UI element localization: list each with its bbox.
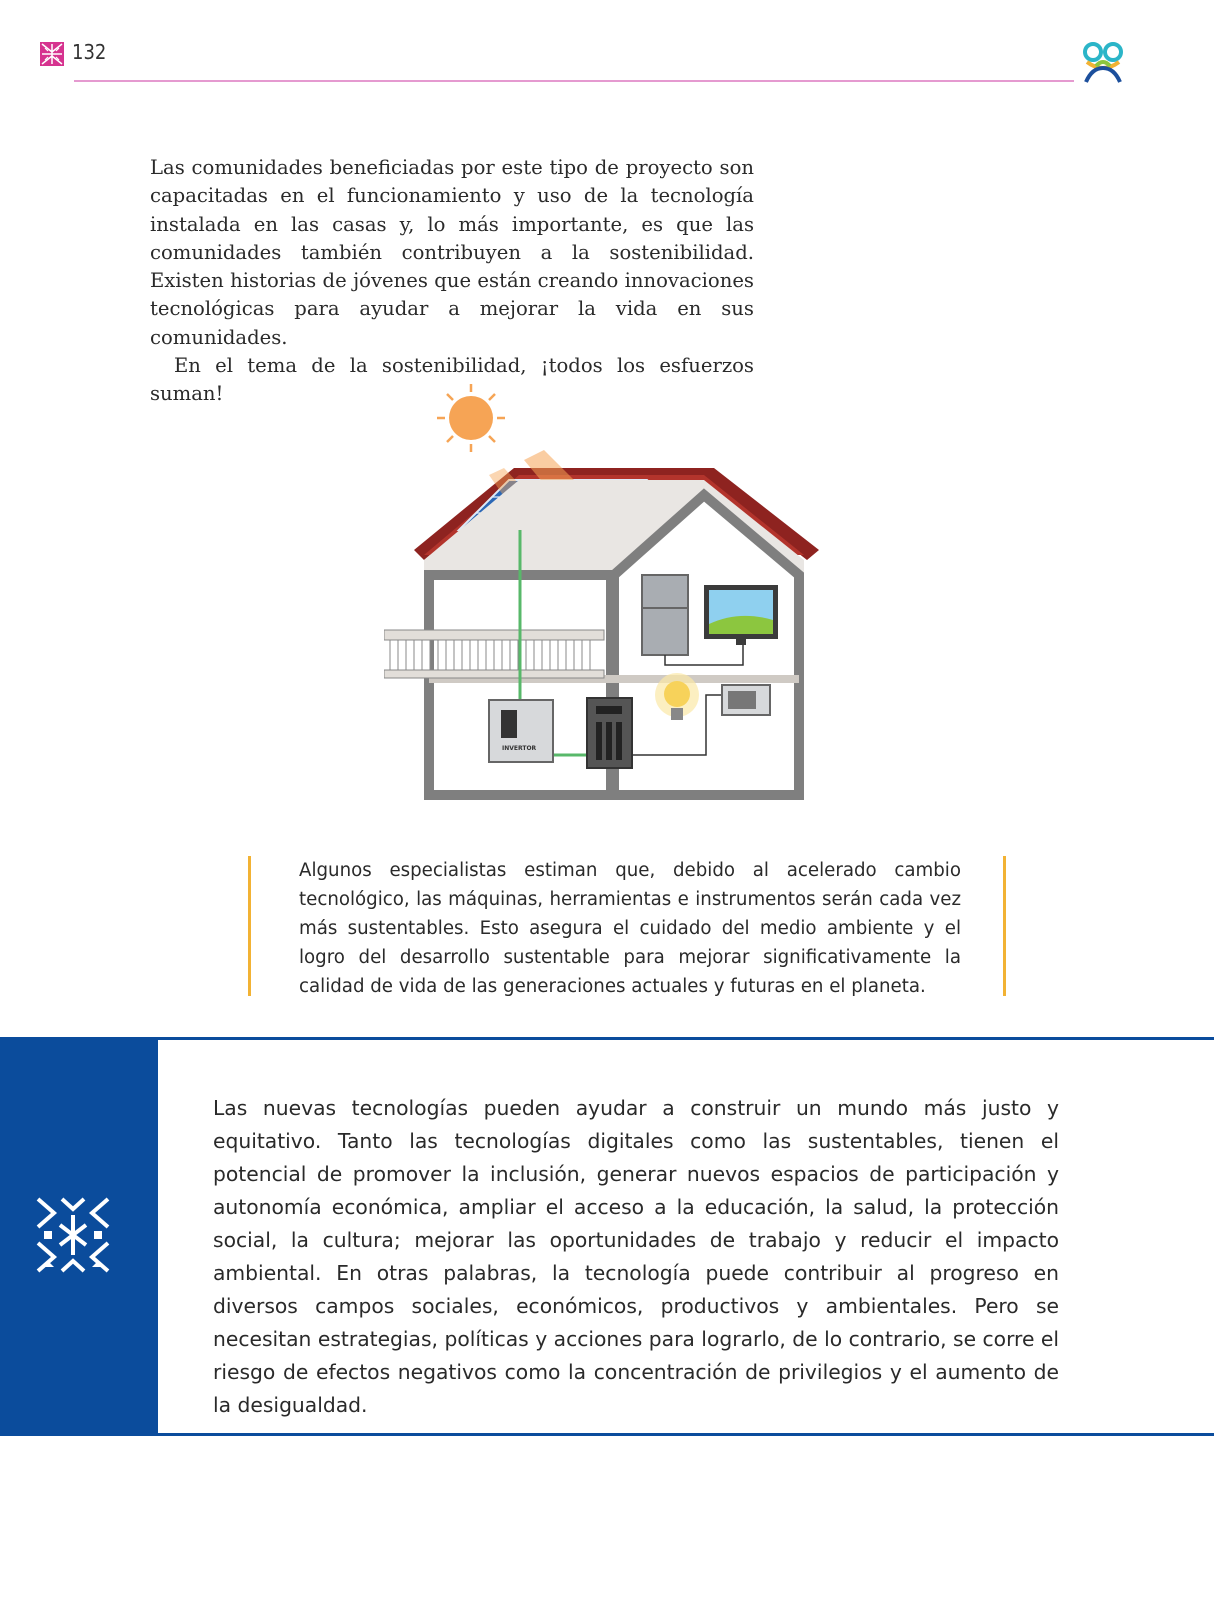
intro-paragraph-1: Las comunidades beneficiadas por este tipo de proyecto son capacitadas en el funcionamiento y uso de la tecnología instalada en las casas y, lo más importante, es que las comunidades también contribuyen a la sostenibilidad. Existen historias de jóvenes que están creando innovaciones tecnológicas para ayudar a mejorar la vida en sus comunidades. xyxy=(150,156,754,349)
box-bottom-rule xyxy=(0,1433,1214,1436)
intro-text xyxy=(150,154,754,409)
solar-house-illustration xyxy=(384,380,834,820)
microwave-icon xyxy=(722,685,770,715)
inverter-label: INVERTOR xyxy=(502,745,537,752)
box-text: Las nuevas tecnologías pueden ayudar a construir un mundo más justo y equitativo. Tanto las tecnologías digitales como las sustentables, tienen el potencial de promover la inclusión, generar nuevos espacios de participación y autonomía económica, ampliar el acceso a la educación, la salud, la protección social, la cultura; mejorar las oportunidades de trabajo y reducir el impacto ambiental. En otras palabras, la tecnología puede contribuir al progreso en diversos campos sociales, económicos, productivos y ambientales. Pero se necesitan estrategias, políticas y acciones para lograrlo, de lo contrario, se corre el riesgo de efectos negativos como la concentración de privilegios y el aumento de la desigualdad. xyxy=(213,1096,1059,1417)
series-logo-icon xyxy=(1078,38,1128,88)
sun-icon xyxy=(437,384,505,452)
fridge-icon xyxy=(642,575,688,655)
box-top-rule xyxy=(0,1037,1214,1040)
quote-bar-left xyxy=(248,856,251,996)
header-rule xyxy=(74,80,1074,82)
pattern-mark-icon xyxy=(40,42,64,66)
page-number: 132 xyxy=(72,40,107,64)
breaker-panel-icon xyxy=(587,698,632,768)
quote-box xyxy=(248,856,1006,996)
tv-icon xyxy=(704,585,778,645)
intro-paragraph-2: En el tema de la sostenibilidad, ¡todos los esfuerzos suman! xyxy=(150,354,754,406)
quote-bar-right xyxy=(1003,856,1006,996)
woven-pattern-icon xyxy=(34,1195,112,1275)
quote-text: Algunos especialistas estiman que, debido al acelerado cambio tecnológico, las máquinas, herramientas e instrumentos serán cada vez más sustentables. Esto asegura el cuidado del medio ambiente y el logro del desarrollo sustentable para mejorar significativamente la calidad de vida de las generaciones actuales y futuras en el planeta. xyxy=(299,860,961,997)
inverter-icon xyxy=(489,700,553,762)
